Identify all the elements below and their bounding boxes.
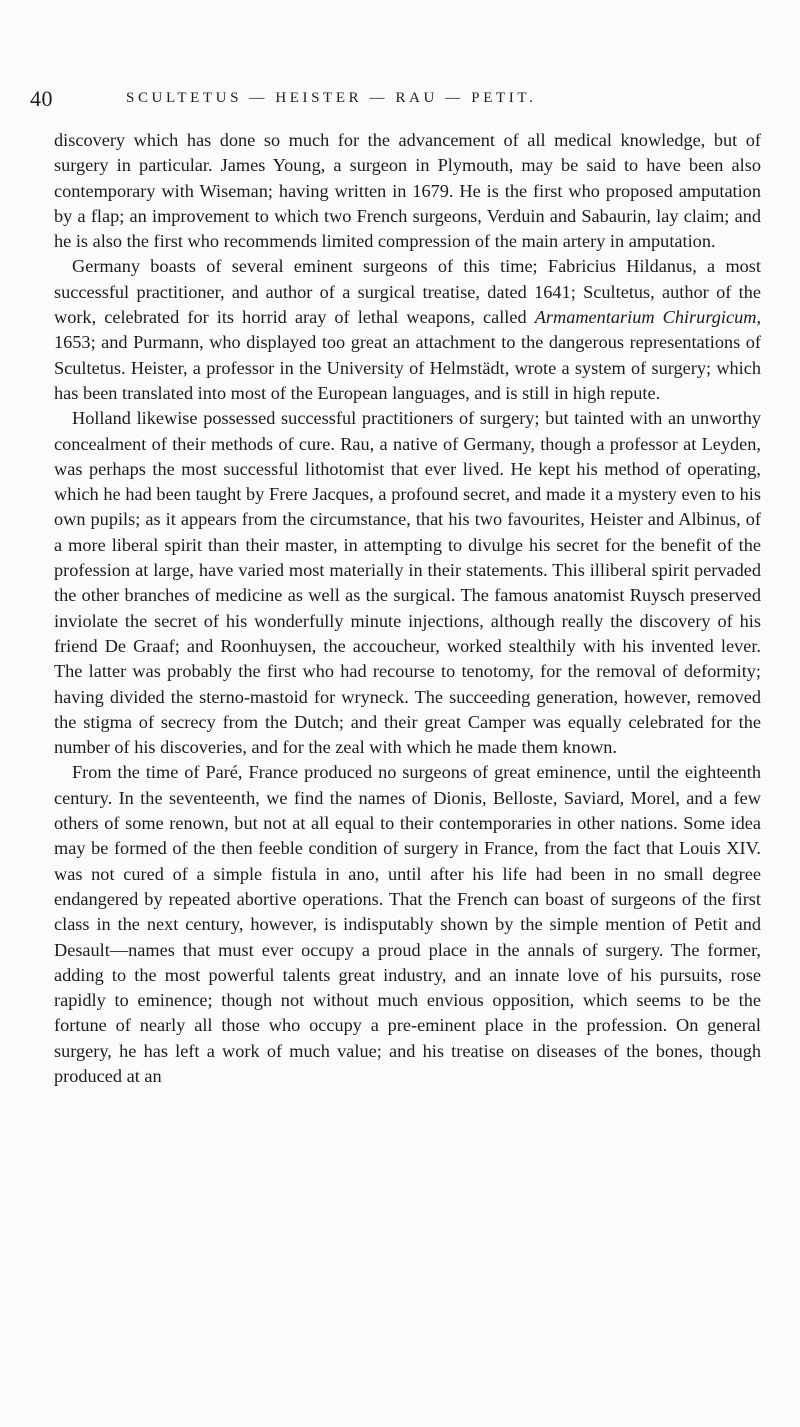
paragraph-germany bbox=[54, 254, 761, 406]
paragraph-text: Holland likewise possessed successful practitioners of surgery; but tainted with an unworthy concealment of their methods of cure. Rau, a native of Germany, though a professor at Leyden, was perhaps the most successful lithotomist that ever lived. He kept his method of operating, which he had been taught by Frere Jacques, a profound secret, and made it a mystery even to his own pupils; as it appears from the circumstance, that his two favourites, Heister and Albinus, of a more liberal spirit than their master, in attempting to divulge his secret for the benefit of the profession at large, have varied most materially in their statements. This illiberal spirit pervaded the other branches of medicine as well as the surgical. The famous anatomist Ruysch preserved inviolate the secret of his wonderfully minute injections, although really the discovery of his friend De Graaf; and Roonhuysen, the accoucheur, worked stealthily with his invented lever. The latter was probably the first who had recourse to tenotomy, for the removal of deformity; having divided the sterno-mastoid for wryneck. The succeeding generation, however, removed the stigma of secrecy from the Dutch; and their great Camper was equally celebrated for the number of his discoveries, and for the zeal with which he made them known. bbox=[54, 408, 761, 758]
book-title-italic: Armamentarium Chirurgicum bbox=[534, 307, 757, 328]
page-body bbox=[54, 128, 761, 1089]
page-header bbox=[30, 86, 670, 116]
paragraph-text: Germany boasts of several eminent surgeons of this time; Fabricius Hildanus, a most successful practitioner, and author of a surgical treatise, dated 1641; Scultetus, author of the work, celebrated for its horrid aray of lethal weapons, called bbox=[54, 256, 761, 328]
paragraph-text: From the time of Paré, France produced no surgeons of great eminence, until the eighteenth century. In the seventeenth, we find the names of Dionis, Belloste, Saviard, Morel, and a few others of some renown, but not at all equal to their contemporaries in other nations. Some idea may be formed of the then feeble condition of surgery in France, from the fact that Louis XIV. was not cured of a simple fistula in ano, until after his life had been in no small degree endangered by repeated abortive operations. That the French can boast of surgeons of the first class in the next century, however, is indisputably shown by the simple mention of Petit and Desault—names that must ever occupy a proud place in the annals of surgery. The former, adding to the most powerful talents great industry, and an innate love of his pursuits, rose rapidly to eminence; though not without much envious opposition, which seems to be the fortune of nearly all those who occupy a pre-eminent place in the profession. On general surgery, he has left a work of much value; and his treatise on diseases of the bones, though produced at an bbox=[54, 762, 761, 1086]
page-number: 40 bbox=[30, 86, 53, 111]
paragraph-holland bbox=[54, 406, 761, 760]
paragraph-text: discovery which has done so much for the advancement of all medical knowledge, but of surgery in particular. James Young, a surgeon in Plymouth, may be said to have been also contemporary with Wiseman; having written in 1679. He is the first who proposed amputation by a flap; an improvement to which two French surgeons, Verduin and Sabaurin, lay claim; and he is also the first who recommends limited compression of the main artery in amputation. bbox=[54, 130, 761, 252]
paragraph-text: , 1653; and Purmann, who displayed too great an attachment to the dangerous representations of Scultetus. Heister, a professor in the University of Helmstädt, wrote a system of surgery; which has been translated into most of the European languages, and is still in high repute. bbox=[54, 307, 762, 403]
paragraph-france bbox=[54, 760, 761, 1089]
paragraph-continued bbox=[54, 128, 761, 254]
running-title: SCULTETUS — HEISTER — RAU — PETIT. bbox=[126, 90, 537, 106]
